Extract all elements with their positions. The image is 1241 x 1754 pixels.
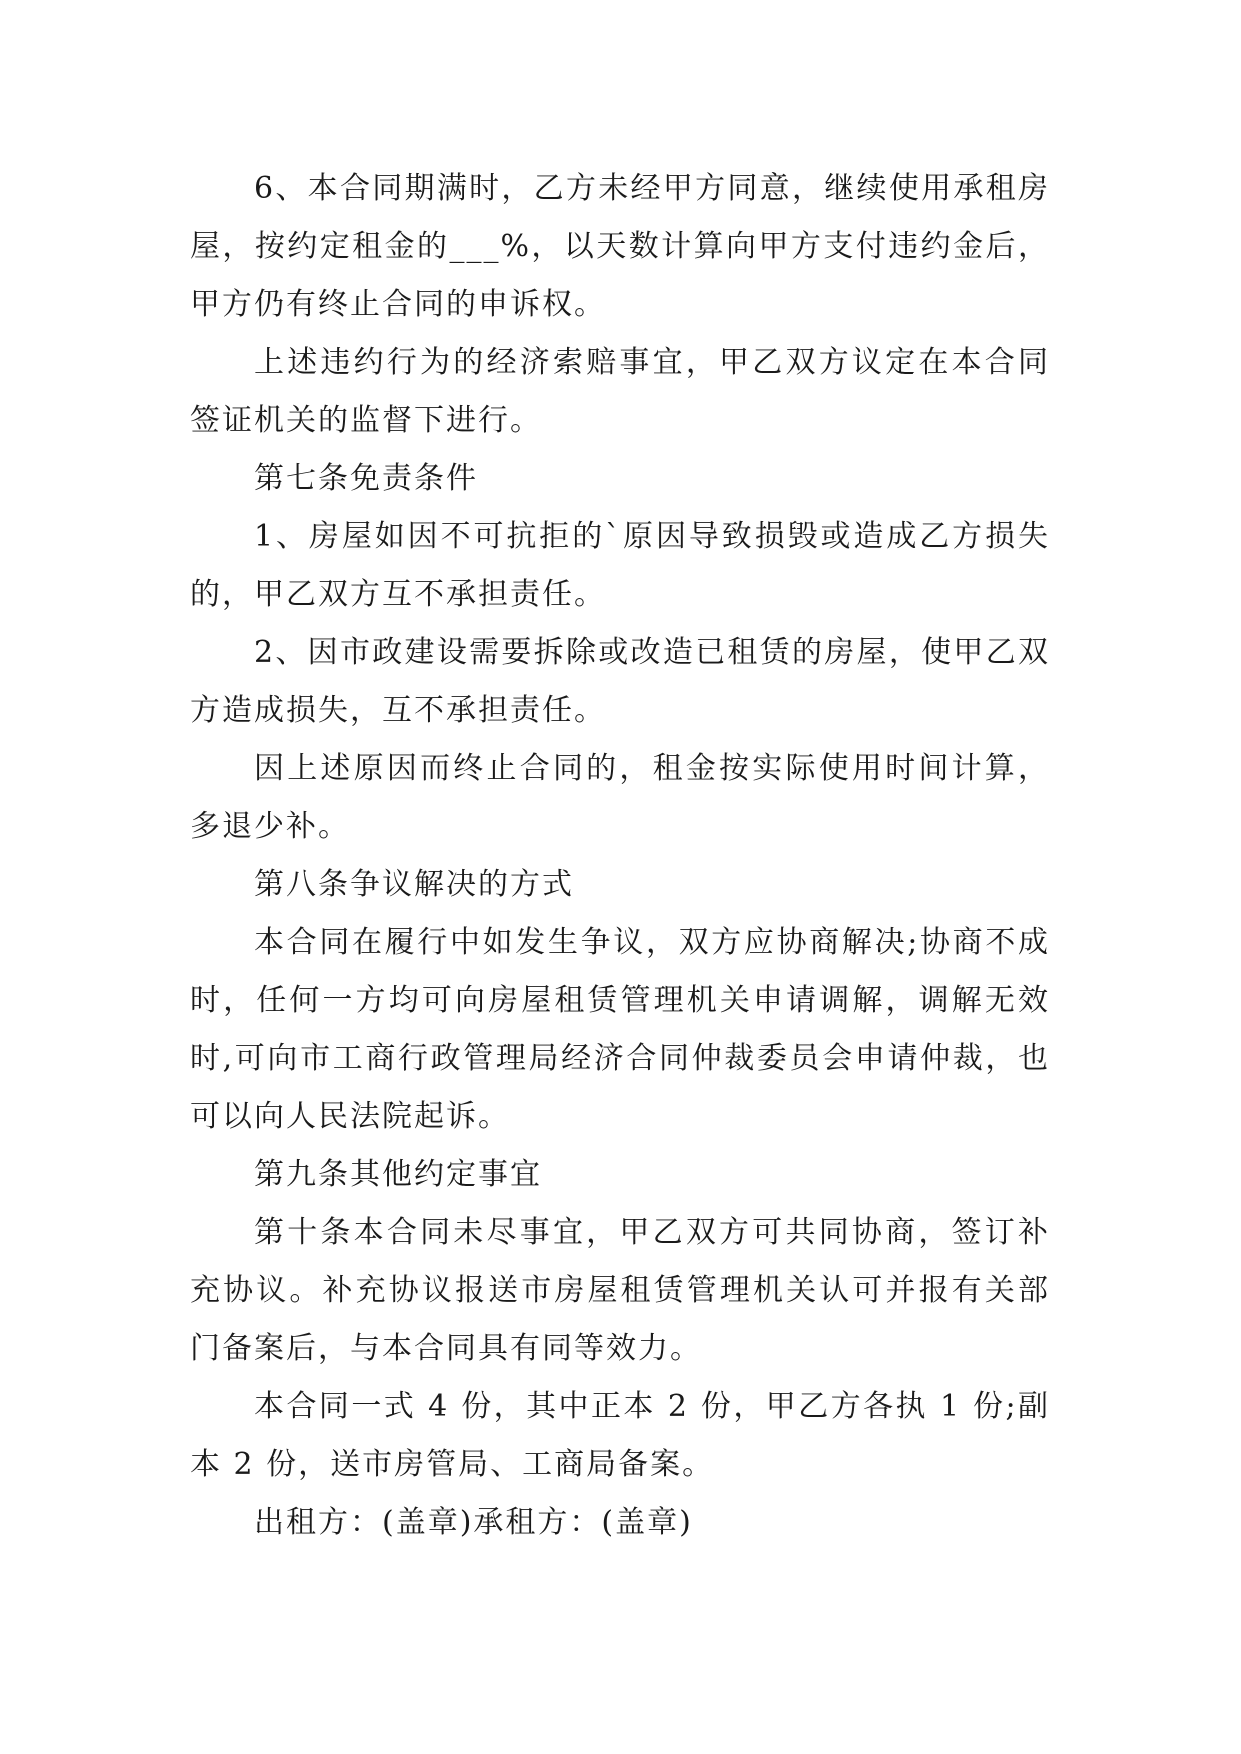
paragraph-exemption-2: 2、因市政建设需要拆除或改造已租赁的房屋，使甲乙双方造成损失，互不承担责任。 xyxy=(190,635,1050,728)
heading-article-8: 第八条争议解决的方式 xyxy=(254,867,574,902)
heading-article-7: 第七条免责条件 xyxy=(254,461,478,496)
document-body xyxy=(190,160,1050,1552)
paragraph-copies: 本合同一式 4 份，其中正本 2 份，甲乙方各执 1 份;副本 2 份，送市房管局、工商局备案。 xyxy=(190,1389,1050,1482)
paragraph-clause-6: 6、本合同期满时，乙方未经甲方同意，继续使用承租房屋，按约定租金的___%，以天数计算向甲方支付违约金后，甲方仍有终止合同的申诉权。 xyxy=(190,171,1050,322)
paragraph-dispute-resolution: 本合同在履行中如发生争议，双方应协商解决;协商不成时，任何一方均可向房屋租赁管理机关申请调解，调解无效时,可向市工商行政管理局经济合同仲裁委员会申请仲裁，也可以向人民法院起诉。 xyxy=(190,925,1050,1134)
paragraph-article-10: 第十条本合同未尽事宜，甲乙双方可共同协商，签订补充协议。补充协议报送市房屋租赁管理机关认可并报有关部门备案后，与本合同具有同等效力。 xyxy=(190,1215,1050,1366)
paragraph-compensation: 上述违约行为的经济索赔事宜，甲乙双方议定在本合同签证机关的监督下进行。 xyxy=(190,345,1050,438)
heading-article-9: 第九条其他约定事宜 xyxy=(254,1157,542,1192)
paragraph-exemption-1: 1、房屋如因不可抗拒的`原因导致损毁或造成乙方损失的，甲乙双方互不承担责任。 xyxy=(190,519,1050,612)
signature-line: 出租方：(盖章)承租方：(盖章) xyxy=(254,1505,693,1540)
paragraph-rent-settlement: 因上述原因而终止合同的，租金按实际使用时间计算，多退少补。 xyxy=(190,751,1050,844)
